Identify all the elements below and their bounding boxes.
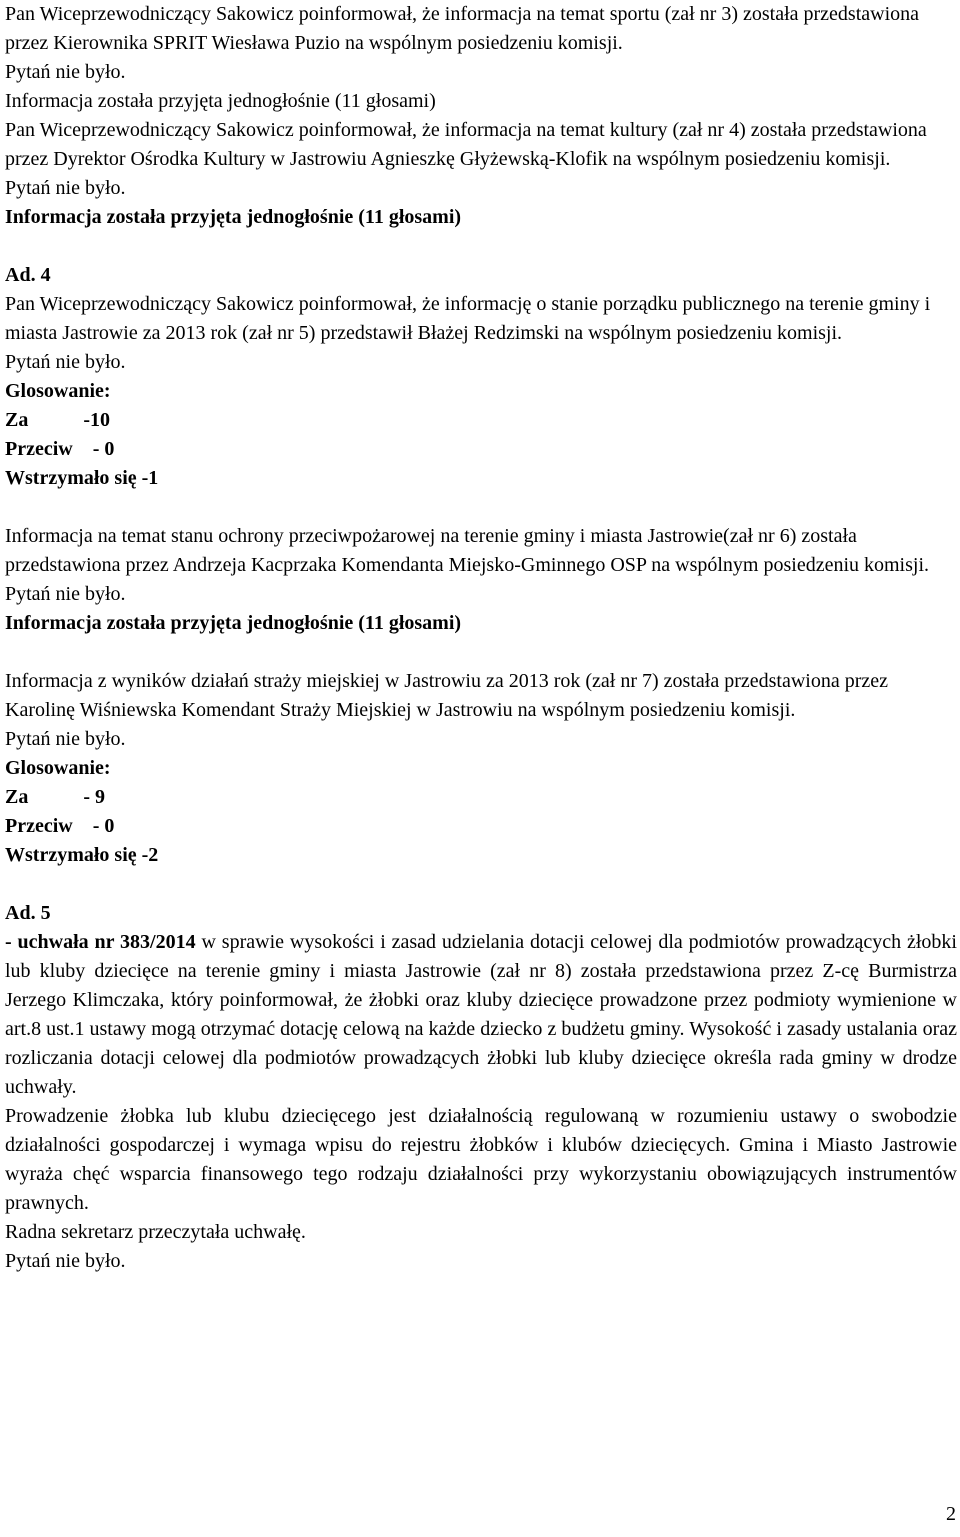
no-questions-4: Pytań nie było. bbox=[5, 583, 126, 605]
document-page bbox=[5, 0, 957, 1276]
page-number: 2 bbox=[946, 1503, 956, 1525]
spacer bbox=[5, 870, 957, 899]
no-questions-5: Pytań nie było. bbox=[5, 728, 126, 750]
paragraph-sport-info: Pan Wiceprzewodniczący Sakowicz poinformował, że informacja na temat sportu (zał nr 3) została przedstawiona przez Kierownika SPRIT Wiesława Puzio na wspólnym posiedzeniu komisji. bbox=[5, 3, 920, 54]
vote-abstain-2: Wstrzymało się -2 bbox=[5, 844, 159, 866]
section-heading-ad5: Ad. 5 bbox=[5, 902, 51, 924]
voting-heading-1: Glosowanie: bbox=[5, 380, 111, 402]
no-questions-3: Pytań nie było. bbox=[5, 351, 126, 373]
paragraph-secretary: Radna sekretarz przeczytała uchwałę. bbox=[5, 1221, 306, 1243]
info-accepted-2: Informacja została przyjęta jednogłośnie (11 głosami) bbox=[5, 206, 462, 228]
no-questions-1: Pytań nie było. bbox=[5, 61, 126, 83]
vote-against-2: Przeciw - 0 bbox=[5, 815, 115, 837]
no-questions-2: Pytań nie było. bbox=[5, 177, 126, 199]
section-heading-ad4: Ad. 4 bbox=[5, 264, 51, 286]
spacer bbox=[5, 638, 957, 667]
vote-for-1: Za -10 bbox=[5, 409, 110, 431]
no-questions-6: Pytań nie było. bbox=[5, 1250, 126, 1272]
paragraph-culture-info: Pan Wiceprzewodniczący Sakowicz poinformował, że informacja na temat kultury (zał nr 4) została przedstawiona przez Dyrektor Ośrodka Kultury w Jastrowiu Agnieszkę Głyżewską-Klofik na wspólnym posiedzeniu komisji. bbox=[5, 119, 927, 170]
spacer bbox=[5, 493, 957, 522]
paragraph-public-order: Pan Wiceprzewodniczący Sakowicz poinformował, że informację o stanie porządku publicznego na terenie gminy i miasta Jastrowie za 2013 rok (zał nr 5) przedstawił Błażej Redzimski na wspólnym posiedzeniu komisji. bbox=[5, 293, 931, 344]
info-accepted-1: Informacja została przyjęta jednogłośnie (11 głosami) bbox=[5, 90, 436, 112]
paragraph-resolution bbox=[5, 928, 957, 1102]
info-accepted-3: Informacja została przyjęta jednogłośnie (11 głosami) bbox=[5, 612, 462, 634]
vote-abstain-1: Wstrzymało się -1 bbox=[5, 467, 159, 489]
resolution-text: w sprawie wysokości i zasad udzielania dotacji celowej dla podmiotów prowadzących żłobki lub kluby dziecięce na terenie gminy i miasta Jastrowie (zał nr 8) została przedstawiona przez Z-cę Burmistrza Jerzego Klimczaka, który poinformował, że żłobki oraz kluby dziecięce prowadzone przez podmioty wymienione w art.8 ust.1 ustawy mogą otrzymać dotację celową na każde dziecko z budżetu gminy. Wysokość i zasady ustalania oraz rozliczania dotacji celowej dla podmiotów prowadzących żłobki lub kluby dziecięce określa rada gminy w drodze uchwały. bbox=[5, 931, 957, 1098]
paragraph-city-guard: Informacja z wyników działań straży miejskiej w Jastrowiu za 2013 rok (zał nr 7) została przedstawiona przez Karolinę Wiśniewska Komendant Straży Miejskiej w Jastrowiu na wspólnym posiedzeniu komisji. bbox=[5, 670, 888, 721]
resolution-number: - uchwała nr 383/2014 bbox=[5, 931, 196, 953]
vote-against-1: Przeciw - 0 bbox=[5, 438, 115, 460]
spacer bbox=[5, 232, 957, 261]
paragraph-nursery: Prowadzenie żłobka lub klubu dziecięcego jest działalnością regulowaną w rozumieniu ustawy o swobodzie działalności gospodarczej i wymaga wpisu do rejestru żłobków i klubów dziecięcych. Gmina i Miasto Jastrowie wyraża chęć wsparcia finansowego tego rodzaju działalności przy wykorzystaniu obowiązujących instrumentów prawnych. bbox=[5, 1105, 957, 1214]
paragraph-fire-protection: Informacja na temat stanu ochrony przeciwpożarowej na terenie gminy i miasta Jastrowie(zał nr 6) została przedstawiona przez Andrzeja Kacprzaka Komendanta Miejsko-Gminnego OSP na wspólnym posiedzeniu komisji. bbox=[5, 525, 930, 576]
voting-heading-2: Glosowanie: bbox=[5, 757, 111, 779]
vote-for-2: Za - 9 bbox=[5, 786, 105, 808]
